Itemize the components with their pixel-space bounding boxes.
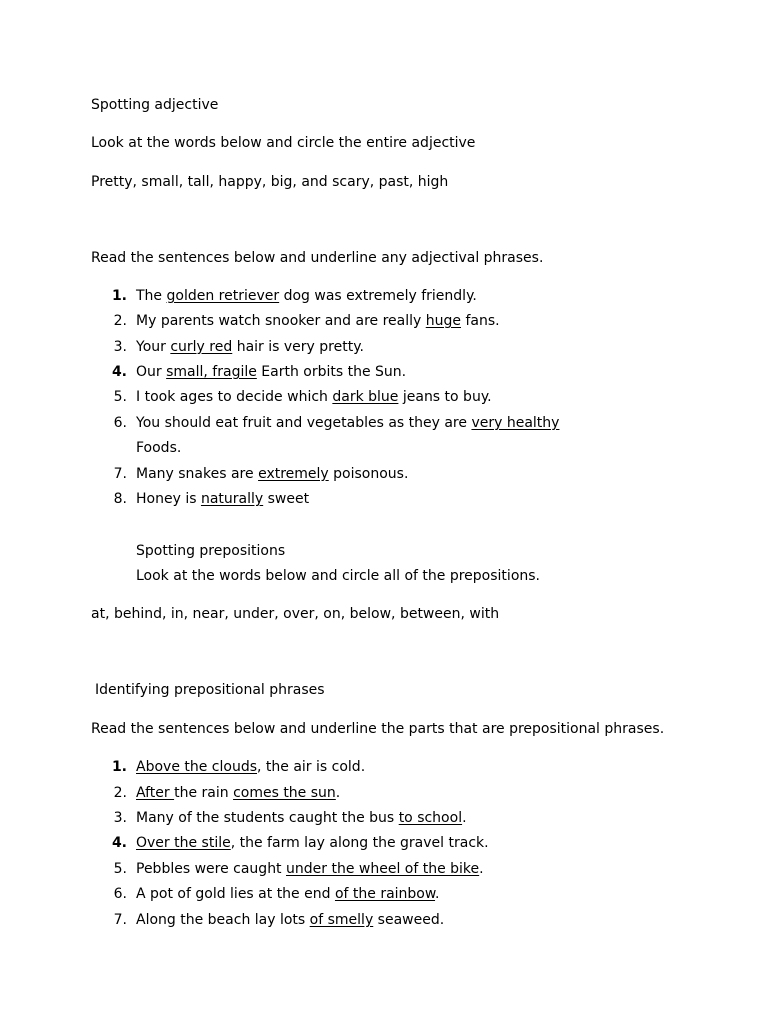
text-segment: jeans to buy. — [398, 389, 492, 405]
item-number: 5. — [113, 389, 127, 405]
item-text — [136, 388, 492, 406]
item-number: 4. — [111, 364, 127, 380]
underlined-phrase: golden retriever — [166, 288, 280, 304]
item-number: 5. — [113, 861, 127, 877]
underlined-phrase: dark blue — [332, 389, 399, 405]
item-text — [136, 784, 340, 802]
underlined-phrase: small, fragile — [166, 364, 257, 380]
underlined-phrase: huge — [425, 313, 461, 329]
text-segment: sweet — [263, 491, 310, 507]
text-segment: . — [435, 886, 440, 902]
item-number: 3. — [113, 339, 127, 355]
underlined-phrase: Above the clouds — [136, 759, 258, 775]
underlined-phrase: of smelly — [309, 912, 374, 928]
item-number: 6. — [113, 415, 127, 431]
text-segment: poisonous. — [328, 466, 409, 482]
item-text — [136, 338, 364, 356]
item-text — [136, 312, 500, 330]
item-number: 1. — [111, 759, 127, 775]
text-segment: the rain — [174, 785, 234, 801]
text-segment: I took ages to decide which — [136, 389, 333, 405]
item-number: 6. — [113, 886, 127, 902]
item-number: 2. — [113, 313, 127, 329]
underlined-phrase: After — [136, 785, 175, 801]
adjective-word-list: Pretty, small, tall, happy, big, and scary, past, high — [91, 174, 449, 190]
text-segment: You should eat fruit and vegetables as they are — [136, 415, 472, 431]
section-title-spotting-prepositions: Spotting prepositions — [136, 543, 286, 559]
adjective-instruction: Look at the words below and circle the entire adjective — [91, 135, 476, 151]
text-segment: Along the beach lay lots — [136, 912, 310, 928]
item-number: 7. — [113, 912, 127, 928]
text-segment: My parents watch snooker and are really — [136, 313, 426, 329]
underlined-phrase: of the rainbow — [334, 886, 436, 902]
section-title-prepositional-phrases: Identifying prepositional phrases — [95, 682, 325, 698]
underlined-phrase: extremely — [258, 466, 329, 482]
text-segment: Our — [136, 364, 167, 380]
underlined-phrase: comes the sun — [233, 785, 336, 801]
item-text — [136, 809, 467, 827]
prepositional-phrases-instruction: Read the sentences below and underline the parts that are prepositional phrases. — [91, 721, 665, 737]
section-title-spotting-adjective: Spotting adjective — [91, 97, 219, 113]
text-segment: Honey is — [136, 491, 201, 507]
item-text — [136, 287, 477, 305]
text-segment: dog was extremely friendly. — [279, 288, 477, 304]
text-segment: A pot of gold lies at the end — [136, 886, 335, 902]
text-segment: The — [136, 288, 167, 304]
item-text — [136, 414, 559, 432]
prepositions-instruction: Look at the words below and circle all of the prepositions. — [136, 568, 540, 584]
underlined-phrase: under the wheel of the bike — [286, 861, 480, 877]
preposition-word-list: at, behind, in, near, under, over, on, below, between, with — [91, 606, 500, 622]
item-text — [136, 490, 309, 508]
item-number: 7. — [113, 466, 127, 482]
text-segment: . — [462, 810, 467, 826]
item-text — [136, 363, 406, 381]
text-segment: , the air is cold. — [257, 759, 366, 775]
item-number: 8. — [113, 491, 127, 507]
text-segment: fans. — [461, 313, 500, 329]
text-segment: Many of the students caught the bus — [136, 810, 399, 826]
item-number: 2. — [113, 785, 127, 801]
item-text — [136, 885, 440, 903]
item-number: 4. — [111, 835, 127, 851]
text-segment: . — [479, 861, 484, 877]
underlined-phrase: Over the stile — [136, 835, 231, 851]
item-number: 3. — [113, 810, 127, 826]
adjectival-phrases-instruction: Read the sentences below and underline any adjectival phrases. — [91, 250, 544, 266]
item-continuation: Foods. — [136, 440, 182, 456]
text-segment: . — [335, 785, 341, 801]
text-segment: Many snakes are — [136, 466, 259, 482]
underlined-phrase: naturally — [200, 491, 264, 507]
text-segment: Your — [136, 339, 171, 355]
item-text — [136, 758, 365, 776]
underlined-phrase: to school — [398, 810, 463, 826]
underlined-phrase: very healthy — [471, 415, 560, 431]
item-number: 1. — [111, 288, 127, 304]
underlined-phrase: curly red — [170, 339, 233, 355]
item-text — [136, 834, 489, 852]
text-segment: hair is very pretty. — [232, 339, 364, 355]
text-segment: Earth orbits the Sun. — [256, 364, 407, 380]
text-segment: Pebbles were caught — [136, 861, 287, 877]
item-text — [136, 911, 444, 929]
text-segment: , the farm lay along the gravel track. — [230, 835, 489, 851]
item-text — [136, 465, 408, 483]
item-text — [136, 860, 484, 878]
text-segment: seaweed. — [373, 912, 445, 928]
